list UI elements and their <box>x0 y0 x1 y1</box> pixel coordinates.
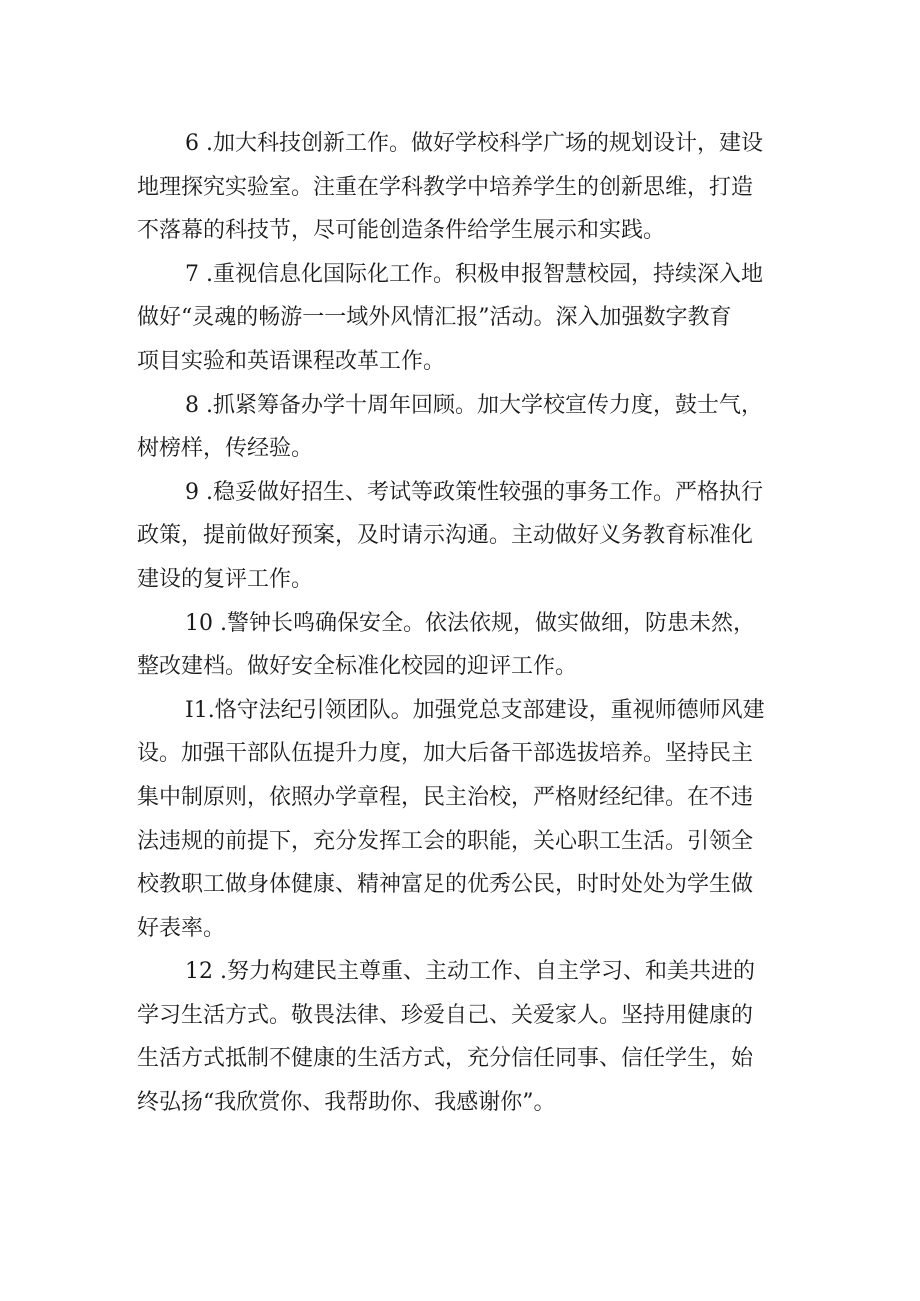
paragraph-line: 建设的复评工作。 <box>137 566 314 592</box>
paragraph-item-7 <box>137 253 797 384</box>
paragraph-line: 10 .警钟长鸣确保安全。依法依规，做实做细，防患未然， <box>185 610 755 636</box>
paragraph-line: 政策，提前做好预案，及时请示沟通。主动做好义务教育标准化 <box>137 523 754 549</box>
paragraph-line: 做好“灵魂的畅游一一域外风情汇报”活动。深入加强数字教育 <box>137 305 732 331</box>
paragraph-item-10 <box>137 602 797 689</box>
paragraph-line: 12 .努力构建民主尊重、主动工作、自主学习、和美共进的 <box>185 959 755 985</box>
paragraph-line: 9 .稳妥做好招生、考试等政策性较强的事务工作。严格执行 <box>185 479 763 505</box>
paragraph-item-9 <box>137 471 797 602</box>
paragraph-line: 整改建档。做好安全标准化校园的迎评工作。 <box>137 654 578 680</box>
paragraph-line: 8 .抓紧筹备办学十周年回顾。加大学校宣传力度，鼓士气， <box>185 392 763 418</box>
paragraph-line: 不落幕的科技节，尽可能创造条件给学生展示和实践。 <box>137 218 666 244</box>
paragraph-line: 法违规的前提下，充分发挥工会的职能，关心职工生活。引领全 <box>137 828 754 854</box>
paragraph-line: I1.恪守法纪引领团队。加强党总支部建设，重视师德师风建 <box>185 697 765 723</box>
paragraph-line: 终弘扬“我欣赏你、我帮助你、我感谢你”。 <box>137 1090 556 1116</box>
paragraph-line: 校教职工做身体健康、精神富足的优秀公民，时时处处为学生做 <box>137 872 754 898</box>
paragraph-line: 6 .加大科技创新工作。做好学校科学广场的规划设计，建设 <box>185 131 763 156</box>
paragraph-line: 生活方式抵制不健康的生活方式，充分信任同事、信任学生，始 <box>137 1046 754 1072</box>
paragraph-line: 项目实验和英语课程改革工作。 <box>137 348 446 374</box>
paragraph-item-12 <box>137 950 797 1124</box>
paragraph-item-11 <box>137 689 797 951</box>
paragraph-line: 地理探究实验室。注重在学科教学中培养学生的创新思维，打造 <box>137 174 754 200</box>
paragraph-line: 设。加强干部队伍提升力度，加大后备干部选拔培养。坚持民主 <box>137 741 754 767</box>
paragraph-line: 好表率。 <box>137 915 226 941</box>
paragraph-item-6 <box>137 122 797 253</box>
paragraph-line: 树榜样，传经验。 <box>137 436 314 462</box>
paragraph-item-8 <box>137 384 797 471</box>
paragraph-line: 集中制原则，依照办学章程，民主治校，严格财经纪律。在不违 <box>137 784 754 810</box>
paragraph-line: 学习生活方式。敬畏法律、珍爱自己、关爱家人。坚持用健康的 <box>137 1002 754 1028</box>
document-body <box>137 122 797 1125</box>
paragraph-line: 7 .重视信息化国际化工作。积极申报智慧校园，持续深入地 <box>185 261 763 287</box>
